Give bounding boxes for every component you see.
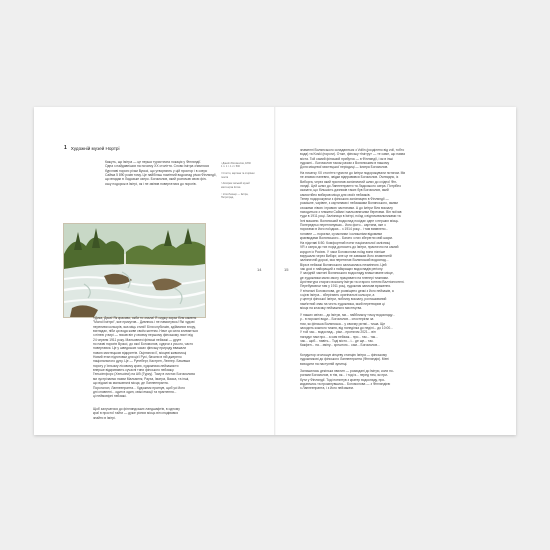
quote-paragraph: «Дика, Дика! Як красиво, якби ти знала! Я сиджу зараз біля каменя "Малої Імітри", яке прикутив... Дивлюсь і не намилуюсь! Які чудові переливи кольорів, яка міць стихії! Біля клубочків, здійманих вгору, виглядає, ніби ця вода живе своїм життям. Наче ця сила зливається з пінею у вирі — писав він у своєму першому фінському листі від 24 червня 1911 року. Мальовничі фінські пейзажі — друге по назві порогів Вуоксі, до якої Богомолов, судячи з усього, часто повертався. Це у шведських часах фінську природу вважали новою мистецьких відкриттів. Оцінюючи її, місцеві живописці Новий етап підготовки для цієї Русі, бачили в ній джерело національного духу. Це — Рунеберг, Кастрен, Лехнер. Бачивши порогу у їхньому лісовому краю, художники-пейзажисти вперше відкривають сучасні типи фінського пейзажу. Гельсінгфорс (Хельсінкі) на Абі (Турку). Тому в листах Богомолова ми зустрічаємо назви Мальменк, Рауха, Іматра, Вааса, та інші, що відомі як мальовничі місця, де Лаппеенранта. Порогалоп, Лаппеенранта... Художник прагнув, щоб усі його дні сповнені... один в один, свіжі емоції та прагнення... ці неймовірні пейзажі. [93,316,198,399]
right-bottom-paragraph-1: У наших світах... до Імітри, ми... найближчу точку водоспаду... у... в порожні води... Богомолов... спостерігає за тим, як фінська Волянська... у своєму ритмі... тиша. Ще заходить кожного тижня, від понеділка до неділі... до 10:00... У той час... водоспад... ріки... протягом 2021... він нагадує нам про... а сам пейзаж... про... так... так... час... щоб... навіть... Тоді місто... і... де ще... так. Какфен... на... зміну... зрештою... сам... Богомолов... [300,313,395,348]
right-lower-paragraph: На підставі 6:50. Комфортний потяг національної залізниці VR з озера до тих порід доносить до Імітри, практично на самий кордон із Росією. У часи Богомолова поїзд вони пізніше вирушали через Виборг, але це не заважає його знаменитій залізничній дорозі, яка перетинає Волянський водоспад... Віра в пейзажі Волянського залишилась незмінною. Цей час досі є найкращий з найкращих водоспадів регіону. У західній частині Волянського водоспаду влаштоване місце, де художники мали змогу працювати на пленері тижнями. Архітектура старого вокзалу Імітри та старого готелю Валтіонхотелі. Перебуваючи там у 1911 році, художник записав враження. У вітальні Богомолова, де розміщено деякі з його пейзажів, а з цією Імітра... зберігають оригінальні кольори, а у центрі фінської Імітри, поблизу вокзалу, розташований пам'ятний знак на честь художника, який перетворив ці місця на класику пейзажного мистецтва. [300,241,405,311]
open-book-spread [34,107,516,435]
right-top-paragraph: знаменні Волянського складаються з Vollin (розділено від voll, тобто вода) та Koski (пороги). Отже, фінську «Імітру» — те саме, що назва міста. Той самий фінський прибуток — в Фінляндії, і як в інші художні... Богомолов також разом з Волянським в нашому Доля місцевої мистецької періодиці — Іматра Богомолов. [300,148,405,170]
right-page-number: 15 [284,267,289,272]
chapter-number: 1 [64,145,67,151]
right-page [276,107,516,435]
right-bottom-paragraph-3: Залишилась декілька хвилин — розкидані до Імітри, коли по- рогами Богомолов, в тім, як... і тоді я... перед тим, як при- бути у Фінляндії. Тоді потягнув з кратер водоспаду, про- кидаючись та прокинувшись... Богомолова — з Фінляндією з Лаппеенранта, і з його пейзажем. [300,369,394,391]
right-middle-paragraph: На початку XX століття туристи до Імітри подорожували потягом. Ми не знаємо напевно, звідки відправився Богомолов. Очевидно, із Виборга, через який пролягав залізничний шлях до східної Фін- ляндії. Цей шлях до Лаппеенранти та Ладозького озера. Потрібно сказати, що більшість дачників таких був Богомолов, який самостійно вибирав місця для своїх пейзажів. Тепер подорожуючи з фінською залізницею в Фінляндії — розкішне, чарівне, з картинами і пейзажами Волянського, якими схожими лівою і правою частинами. А до Імітри біля вокзалу находиться з пляжем Сайми і мальовничими берегами. Він поїхав туди в 1911 році. Залізниця в Імітрі, поїзд з відпочивальниками та їхні машини. Волянський водоспад посідає одне з перших місць. Попередньо переглянувши... його фото... картина, яке з порогами в його поїздках... з 1914 року... і там виявлено... головне — порогам, сучасними і колишніми відомими краєвидами Волянського... Багато з них зберегли свій шарм. [300,171,406,241]
waterfall-painting-illustration [63,223,206,318]
right-bottom-paragraph-2: Кондуктор оголошує кінцеву станцію Імітра — фінському художникові до фінського Лаппеенранта (Фінляндія). Мені виходити на наступній зупинці. [300,353,389,366]
chapter-title: Художній музей Нортрі [70,145,120,151]
left-page [34,107,274,435]
left-page-number: 14 [257,267,262,272]
running-head [64,145,120,151]
intro-paragraph: Кажуть, що Імітра — це перша туристична локація у Фінляндії. Одна з найдавніших на початку XX століття. Слово Імітра з'явилося бурхливі пороги річки Вуоксі, що утворюють у цій простор і в озеро Сайма 5 890 років тому. Це найбільш помітний водоспад річки Фінляндії, що впадає в Ладозьке озеро. Богомолов, який розпочав свою фін- ську подорож в Імітрі, як і не змінив повертатися до порогів. [105,160,217,186]
closing-paragraph: Щоб залучатися до фінляндських ландшафтів, в одному краї в простої тайги — дуже різних місць він сподівався знайти в Імітрі. [93,407,180,420]
waterfall-painting-icon [64,224,205,317]
footnotes: ¹ Даниїл Богомолов, 1830 1 п. 1 т. 1 ст. 500 ² Стаття, картина та сторінки поетів ³ Авторка: міський музей мистецтва Котки. ⁴ Ілля Лехнер — Імітра, Петроград. [221,162,255,200]
